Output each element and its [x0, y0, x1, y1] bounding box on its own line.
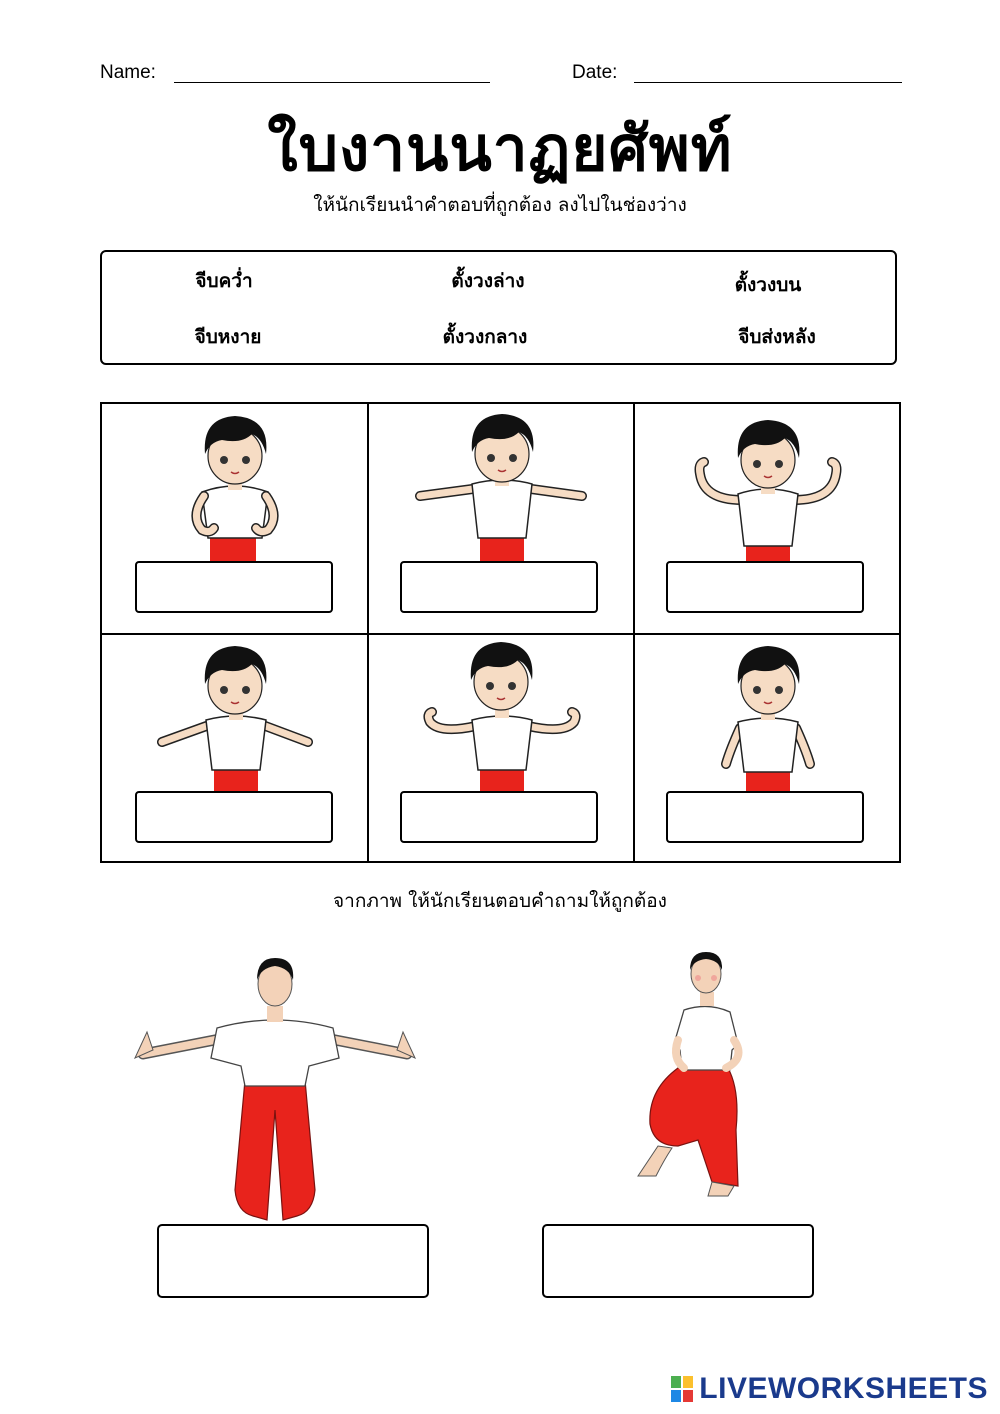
answer-box-6[interactable] — [666, 791, 864, 843]
answer-box-3[interactable] — [666, 561, 864, 613]
pose-cell-2 — [368, 404, 634, 634]
word-bank-item: จีบส่งหลัง — [738, 326, 816, 348]
pose-cell-6 — [634, 634, 900, 864]
boy-figure-hands-on-hips — [102, 404, 368, 564]
answer-box-5[interactable] — [400, 791, 598, 843]
pose-cell-4 — [102, 634, 368, 864]
word-bank-item: ตั้งวงล่าง — [451, 270, 525, 292]
name-input-line[interactable] — [174, 82, 490, 83]
date-input-line[interactable] — [634, 82, 902, 83]
boy-figure-arms-curved-mid — [368, 634, 634, 794]
liveworksheets-mark-icon — [671, 1376, 693, 1402]
name-label: Name: — [100, 62, 156, 83]
woman-figure-arms-spread — [125, 950, 425, 1230]
page-subtitle: ให้นักเรียนนำคำตอบที่ถูกต้อง ลงไปในช่องว่าง — [313, 194, 687, 216]
answer-box-1[interactable] — [135, 561, 333, 613]
boy-figure-arms-high — [634, 404, 900, 564]
word-bank-item: จีบหงาย — [194, 326, 262, 348]
answer-box-4[interactable] — [135, 791, 333, 843]
pose-cell-1 — [102, 404, 368, 634]
date-label: Date: — [572, 62, 618, 83]
woman-figure-hands-on-hips-leg-raised — [628, 950, 768, 1210]
word-bank — [100, 250, 897, 365]
boy-figure-hands-back — [634, 634, 900, 794]
page-title: ใบงานนาฏยศัพท์ — [267, 112, 733, 185]
pose-grid — [100, 402, 901, 863]
word-bank-item: ตั้งวงบน — [734, 274, 802, 296]
pose-cell-3 — [634, 404, 900, 634]
boy-figure-arms-spread-mid — [102, 634, 368, 794]
pose-cell-5 — [368, 634, 634, 864]
answer-box-2[interactable] — [400, 561, 598, 613]
question-text: จากภาพ ให้นักเรียนตอบคำถามให้ถูกต้อง — [333, 890, 667, 912]
answer-box-7[interactable] — [157, 1224, 429, 1298]
logo-text: LIVEWORKSHEETS — [699, 1372, 988, 1405]
word-bank-item: ตั้งวงกลาง — [442, 326, 528, 348]
liveworksheets-logo — [699, 1372, 988, 1406]
word-bank-item: จีบคว่ำ — [195, 270, 253, 292]
answer-box-8[interactable] — [542, 1224, 814, 1298]
boy-figure-arms-low-spread — [368, 404, 634, 564]
